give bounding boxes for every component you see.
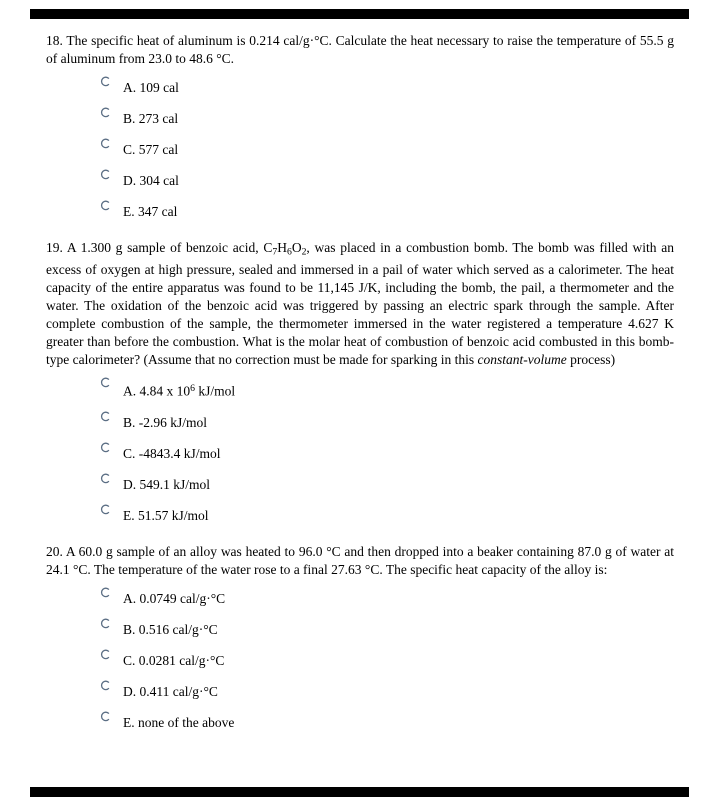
radio-button-icon[interactable] xyxy=(100,107,111,118)
radio-button-icon[interactable] xyxy=(100,377,111,388)
answer-option-19d[interactable] xyxy=(100,473,674,494)
answer-option-20b[interactable] xyxy=(100,618,674,639)
radio-button-icon[interactable] xyxy=(100,649,111,660)
option-label: B. -2.96 kJ/mol xyxy=(123,414,208,430)
option-label: E. none of the above xyxy=(123,714,235,730)
option-label: E. 51.57 kJ/mol xyxy=(123,507,209,523)
radio-button-icon[interactable] xyxy=(100,442,111,453)
answer-option-18a[interactable] xyxy=(100,76,674,97)
quiz-content xyxy=(0,19,720,750)
answer-option-19e[interactable] xyxy=(100,504,674,525)
answer-option-20e[interactable] xyxy=(100,711,674,732)
radio-button-icon[interactable] xyxy=(100,504,111,515)
answer-option-20a[interactable] xyxy=(100,587,674,608)
radio-button-icon[interactable] xyxy=(100,138,111,149)
question-20 xyxy=(46,543,674,732)
radio-button-icon[interactable] xyxy=(100,618,111,629)
radio-button-icon[interactable] xyxy=(100,200,111,211)
answer-option-18b[interactable] xyxy=(100,107,674,128)
option-label: D. 304 cal xyxy=(123,173,179,188)
answer-option-18c[interactable] xyxy=(100,138,674,159)
option-label: A. 4.84 x $10^6$ kJ/mol xyxy=(123,383,236,399)
question-19-text: 19. A 1.300 g sample of benzoic acid, C7H6O2, was placed in a combustion bomb. The bomb was filled with an excess of oxygen at high pressure, sealed and immersed in a pail of water which served as a calorimeter. The heat capacity of the entire apparatus was found to be 11,145 J/K, including the bomb, the pail, a thermometer and the water. The oxidation of the benzoic acid was triggered by passing an electric spark through the sample. After complete combustion of the sample, the thermometer immersed in the water registered a temperature 4.627 K greater than before the combustion. What is the molar heat of combustion of benzoic acid combusted in this bomb-type calorimeter? (Assume that no correction must be made for sparking in this constant-volume process) xyxy=(46,240,674,368)
radio-button-icon[interactable] xyxy=(100,169,111,180)
radio-button-icon[interactable] xyxy=(100,680,111,691)
answer-option-19b[interactable] xyxy=(100,411,674,432)
question-18 xyxy=(46,32,674,221)
answer-option-19a[interactable] xyxy=(100,377,674,400)
question-19-options xyxy=(46,377,674,524)
option-label: C. 577 cal xyxy=(123,142,179,157)
option-label: A. 109 cal xyxy=(123,80,179,95)
question-19 xyxy=(46,239,674,525)
option-label: C. -4843.4 kJ/mol xyxy=(123,445,221,461)
top-border-bar xyxy=(30,9,689,19)
radio-button-icon[interactable] xyxy=(100,473,111,484)
bottom-border-bar xyxy=(30,787,689,797)
option-label: D. 549.1 kJ/mol xyxy=(123,476,211,492)
option-label: B. 0.516 cal/g·°C xyxy=(123,621,218,637)
answer-option-20c[interactable] xyxy=(100,649,674,670)
radio-button-icon[interactable] xyxy=(100,76,111,87)
answer-option-19c[interactable] xyxy=(100,442,674,463)
option-label: C. 0.0281 cal/g·°C xyxy=(123,652,225,668)
option-label: B. 273 cal xyxy=(123,111,179,126)
answer-option-20d[interactable] xyxy=(100,680,674,701)
answer-option-18e[interactable] xyxy=(100,200,674,221)
question-18-options xyxy=(46,76,674,221)
question-18-text: 18. The specific heat of aluminum is 0.214 cal/g·°C. Calculate the heat necessary to raise the temperature of 55.5 g of aluminum from 23.0 to 48.6 °C. xyxy=(46,33,674,66)
option-label: D. 0.411 cal/g·°C xyxy=(123,683,218,699)
question-20-options xyxy=(46,587,674,732)
question-20-text: 20. A 60.0 g sample of an alloy was heated to 96.0 °C and then dropped into a beaker containing 87.0 g of water at 24.1 °C. The temperature of the water rose to a final 27.63 °C. The specific heat capacity of the alloy is: xyxy=(46,543,674,577)
radio-button-icon[interactable] xyxy=(100,411,111,422)
option-label: E. 347 cal xyxy=(123,204,178,219)
radio-button-icon[interactable] xyxy=(100,711,111,722)
answer-option-18d[interactable] xyxy=(100,169,674,190)
radio-button-icon[interactable] xyxy=(100,587,111,598)
option-label: A. 0.0749 cal/g·°C xyxy=(123,590,226,606)
